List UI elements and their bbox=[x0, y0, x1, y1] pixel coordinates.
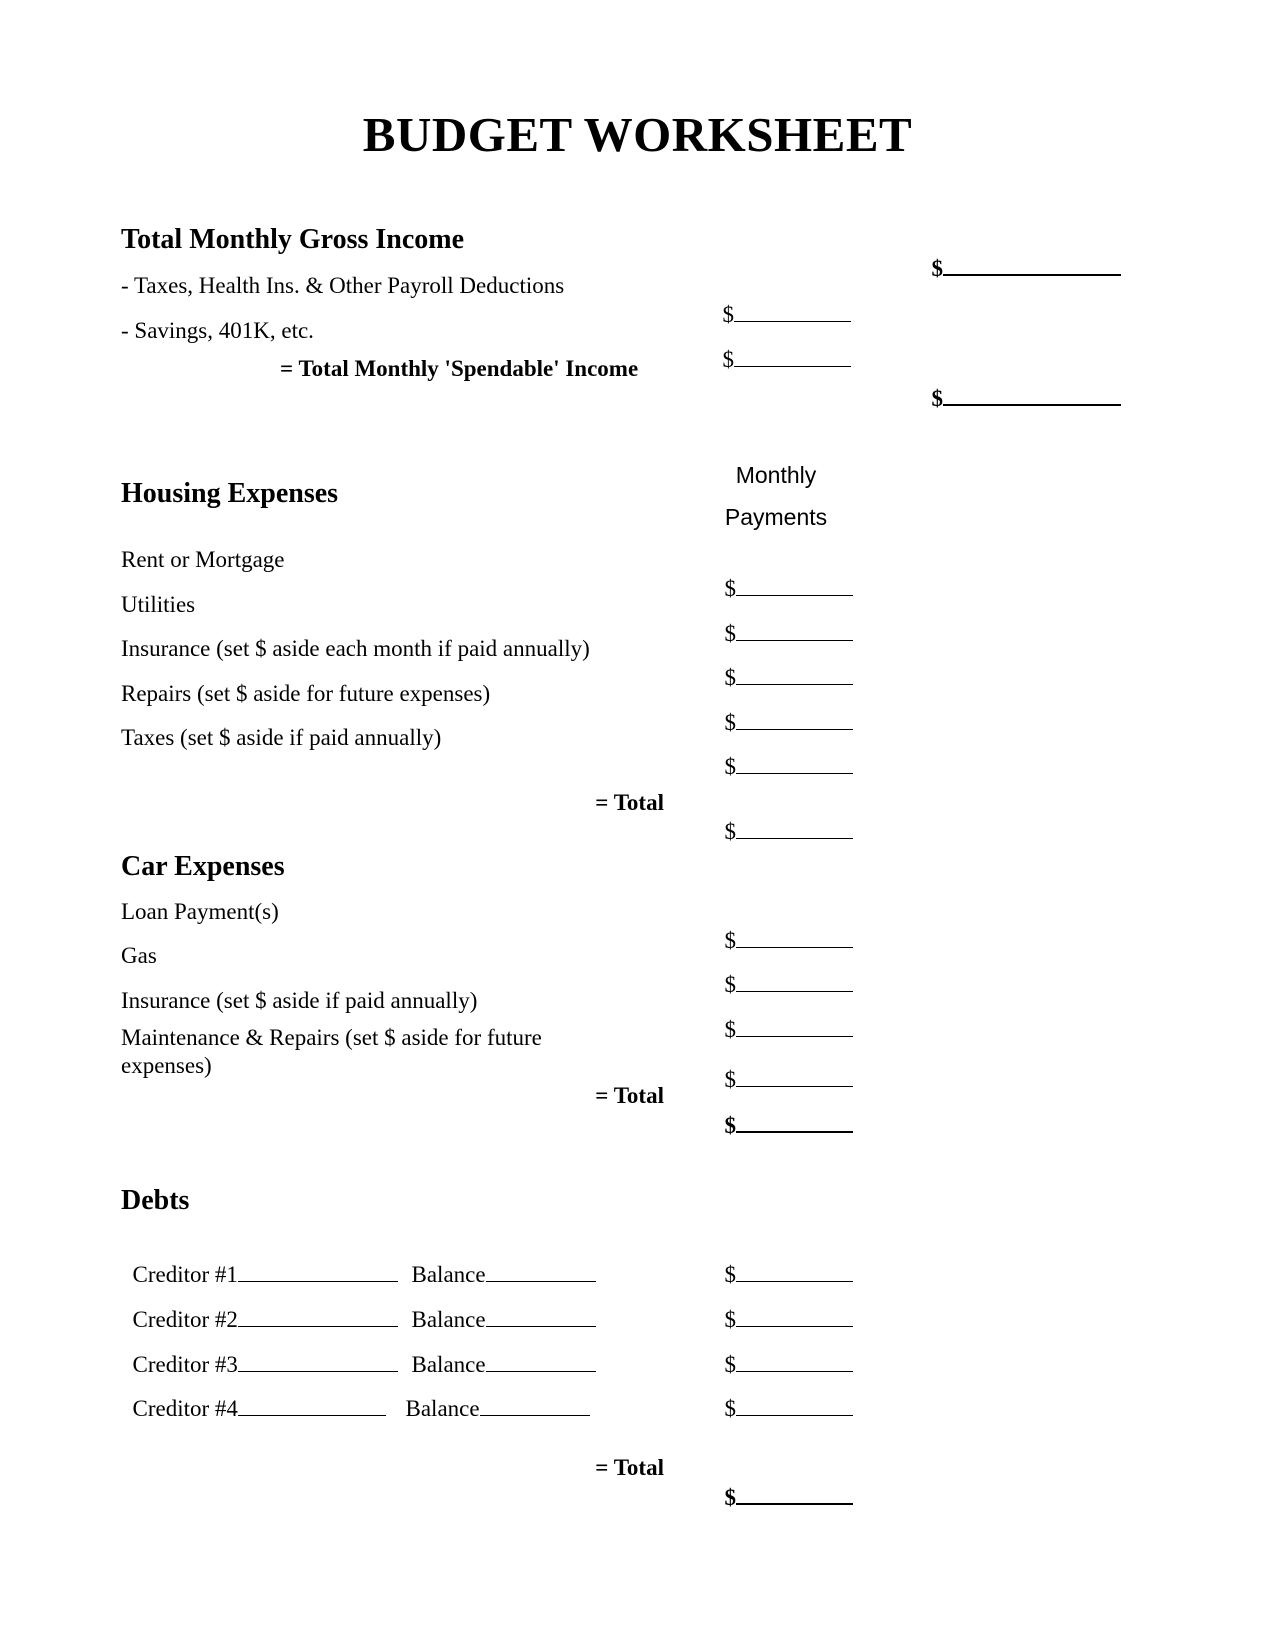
currency-symbol: $ bbox=[931, 256, 943, 281]
currency-symbol: $ bbox=[724, 665, 736, 690]
housing-item-rent: Rent or Mortgage bbox=[121, 547, 285, 572]
housing-item-taxes: Taxes (set $ aside if paid annually) bbox=[121, 725, 442, 750]
car-total-field[interactable] bbox=[713, 1083, 853, 1139]
housing-item-utilities: Utilities bbox=[121, 592, 196, 617]
housing-total-field[interactable] bbox=[713, 790, 853, 845]
creditor-label: Creditor #2 bbox=[132, 1307, 238, 1332]
payroll-deductions-label: - Taxes, Health Ins. & Other Payroll Deductions bbox=[121, 273, 565, 298]
housing-taxes-field[interactable] bbox=[713, 725, 853, 780]
housing-heading: Housing Expenses bbox=[121, 478, 339, 509]
debts-heading: Debts bbox=[121, 1185, 190, 1216]
currency-symbol: $ bbox=[724, 1017, 736, 1042]
gross-income-heading: Total Monthly Gross Income bbox=[121, 224, 465, 255]
currency-symbol: $ bbox=[724, 1485, 736, 1510]
blank-line bbox=[736, 816, 853, 839]
creditor-name-field[interactable] bbox=[238, 1393, 386, 1416]
blank-line bbox=[736, 1481, 853, 1505]
currency-symbol: $ bbox=[724, 710, 736, 735]
gross-income-field[interactable] bbox=[920, 226, 1121, 282]
column-header-payments: Payments bbox=[724, 504, 828, 530]
currency-symbol: $ bbox=[724, 1307, 736, 1332]
debts-total-field[interactable] bbox=[713, 1455, 853, 1511]
column-header-monthly: Monthly bbox=[735, 462, 817, 488]
car-heading: Car Expenses bbox=[121, 851, 285, 882]
balance-label: Balance bbox=[411, 1352, 486, 1377]
car-item-maintenance-line2: expenses) bbox=[121, 1053, 212, 1078]
car-total-label: = Total bbox=[595, 1083, 664, 1108]
currency-symbol: $ bbox=[722, 347, 734, 372]
debt-row bbox=[121, 1367, 386, 1422]
currency-symbol: $ bbox=[724, 928, 736, 953]
currency-symbol: $ bbox=[724, 1113, 736, 1138]
savings-label: - Savings, 401K, etc. bbox=[121, 318, 314, 343]
spendable-income-field[interactable] bbox=[920, 356, 1121, 412]
currency-symbol: $ bbox=[931, 386, 943, 411]
currency-symbol: $ bbox=[724, 972, 736, 997]
savings-field[interactable] bbox=[711, 318, 851, 373]
debt-balance bbox=[394, 1367, 590, 1422]
car-insurance-field[interactable] bbox=[713, 988, 853, 1043]
creditor-label: Creditor #3 bbox=[132, 1352, 238, 1377]
balance-field[interactable] bbox=[480, 1393, 590, 1416]
housing-item-insurance: Insurance (set $ aside each month if paid annually) bbox=[121, 636, 590, 661]
blank-line bbox=[734, 344, 851, 367]
creditor-label: Creditor #4 bbox=[132, 1396, 238, 1421]
currency-symbol: $ bbox=[724, 1352, 736, 1377]
currency-symbol: $ bbox=[722, 302, 734, 327]
currency-symbol: $ bbox=[724, 1396, 736, 1421]
spendable-income-label: = Total Monthly 'Spendable' Income bbox=[280, 356, 639, 381]
currency-symbol: $ bbox=[724, 576, 736, 601]
blank-line bbox=[736, 1014, 853, 1037]
balance-label: Balance bbox=[411, 1307, 486, 1332]
page-title: BUDGET WORKSHEET bbox=[362, 107, 913, 162]
currency-symbol: $ bbox=[724, 1067, 736, 1092]
blank-line bbox=[736, 1109, 853, 1133]
housing-total-label: = Total bbox=[595, 790, 664, 815]
housing-item-repairs: Repairs (set $ aside for future expenses) bbox=[121, 681, 491, 706]
currency-symbol: $ bbox=[724, 621, 736, 646]
balance-label: Balance bbox=[405, 1396, 480, 1421]
creditor-label: Creditor #1 bbox=[132, 1262, 238, 1287]
blank-line bbox=[943, 252, 1121, 276]
car-item-insurance: Insurance (set $ aside if paid annually) bbox=[121, 988, 478, 1013]
blank-line bbox=[943, 382, 1121, 406]
balance-label: Balance bbox=[411, 1262, 486, 1287]
blank-line bbox=[736, 1393, 853, 1416]
car-item-loan: Loan Payment(s) bbox=[121, 899, 279, 924]
currency-symbol: $ bbox=[724, 819, 736, 844]
car-item-maintenance-line1: Maintenance & Repairs (set $ aside for future bbox=[121, 1025, 542, 1050]
blank-line bbox=[736, 751, 853, 774]
debts-total-label: = Total bbox=[595, 1455, 664, 1480]
currency-symbol: $ bbox=[724, 754, 736, 779]
debt-payment-field[interactable] bbox=[713, 1367, 853, 1422]
car-item-gas: Gas bbox=[121, 943, 157, 968]
currency-symbol: $ bbox=[724, 1262, 736, 1287]
